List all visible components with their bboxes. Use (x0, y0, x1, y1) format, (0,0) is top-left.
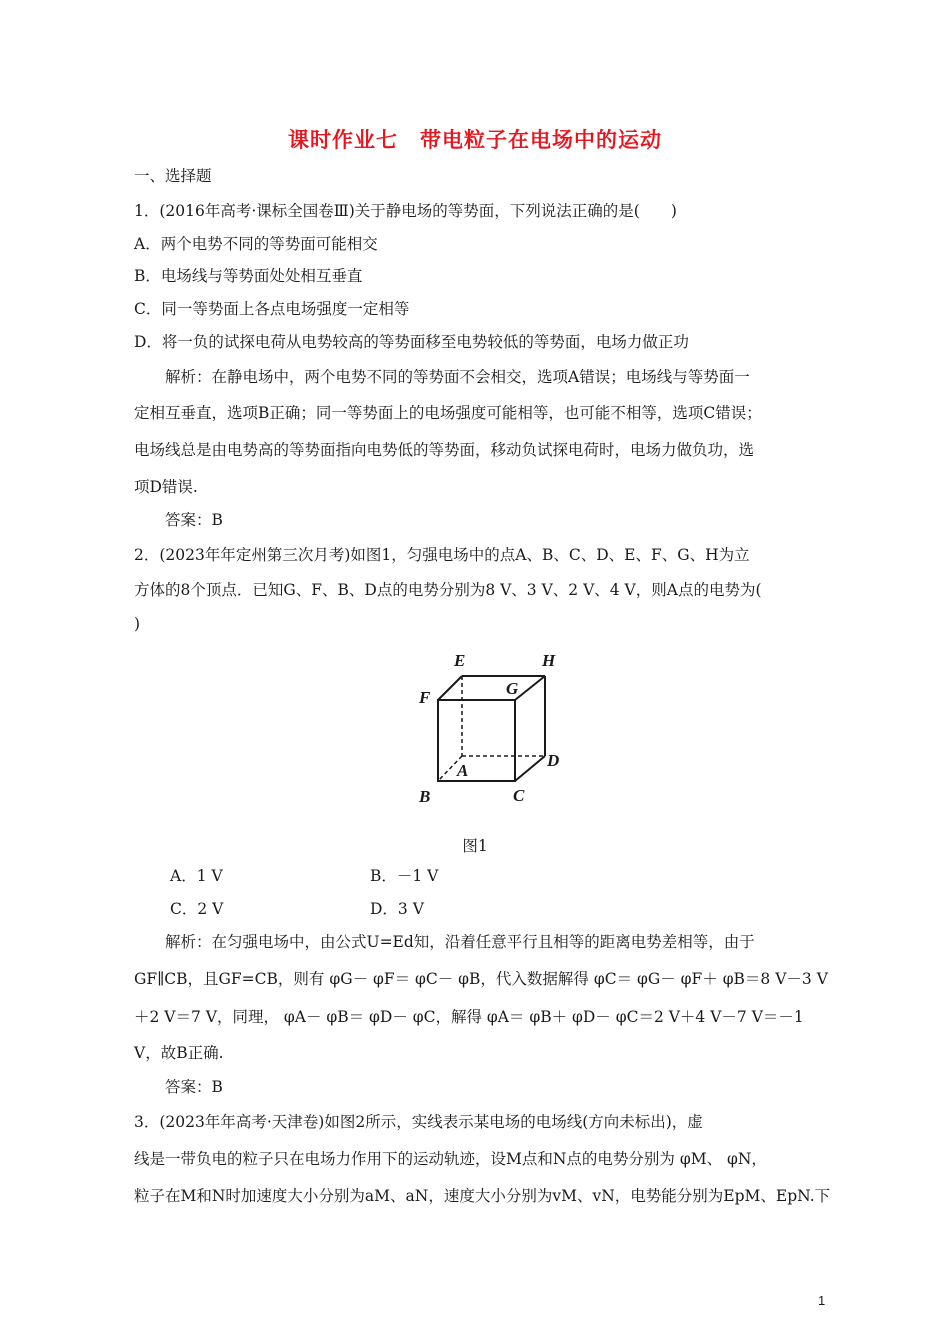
q2-option-a: A．1 V (170, 867, 223, 885)
q2-stem-line: 方体的8个顶点．已知G、F、B、D点的电势分别为8 V、3 V、2 V、4 V，则A点的电势为( (134, 581, 762, 599)
q2-analysis-line: V，故B正确. (134, 1044, 224, 1062)
cube-edge (515, 676, 545, 700)
q1-analysis-line: 电场线总是由电势高的等势面指向电势低的等势面，移动负试探电荷时，电场力做负功，选 (134, 441, 755, 459)
q1-option-d: D．将一负的试探电荷从电势较高的等势面移至电势较低的等势面，电场力做正功 (134, 333, 689, 351)
vertex-label-a: A (457, 761, 469, 780)
vertex-label-f: F (419, 688, 431, 707)
page-number: 1 (818, 1293, 826, 1308)
q2-stem-line: 2．(2023年年定州第三次月考)如图1，匀强电场中的点A、B、C、D、E、F、G、H为立 (134, 546, 750, 564)
section-heading: 一、选择题 (134, 167, 212, 185)
q1-option-c: C．同一等势面上各点电场强度一定相等 (134, 300, 410, 318)
vertex-label-d: D (547, 751, 560, 770)
vertex-label-g: G (506, 679, 519, 698)
q1-analysis-line: 项D错误. (134, 478, 198, 496)
q1-option-b: B．电场线与等势面处处相互垂直 (134, 267, 363, 285)
q2-option-c: C．2 V (170, 900, 224, 918)
q1-analysis-line: 定相互垂直，选项B正确；同一等势面上的电场强度可能相等，也可能不相等，选项C错误； (134, 404, 762, 422)
figure-caption: 图1 (462, 837, 488, 855)
q3-stem-line: 线是一带负电的粒子只在电场力作用下的运动轨迹，设M点和N点的电势分别为 φM、 φN， (134, 1150, 767, 1168)
q2-analysis-line: ＋2 V＝7 V，同理， φA－ φB＝ φD－ φC，解得 φA＝ φB＋ φD－ φC＝2 V＋4 V－7 V＝－1 (134, 1008, 804, 1026)
vertex-label-h: H (542, 651, 556, 670)
q2-stem-line: ) (134, 615, 141, 633)
q2-option-d: D．3 V (370, 900, 424, 918)
q3-stem-line: 粒子在M和N时加速度大小分别为aM、aN，速度大小分别为vM、vN，电势能分别为EpM、EpN.下 (134, 1187, 831, 1205)
q2-option-b: B．－1 V (370, 867, 439, 885)
cube-edge (438, 676, 462, 700)
vertex-label-c: C (513, 786, 525, 805)
q2-answer: 答案：B (165, 1078, 223, 1096)
page-title: 课时作业七 带电粒子在电场中的运动 (288, 127, 662, 152)
q1-stem: 1．(2016年高考·课标全国卷Ⅲ)关于静电场的等势面，下列说法正确的是( ) (134, 202, 677, 220)
q1-analysis-line: 解析：在静电场中，两个电势不同的等势面不会相交，选项A错误；电场线与等势面一 (165, 368, 750, 386)
q3-stem-line: 3．(2023年年高考·天津卷)如图2所示，实线表示某电场的电场线(方向未标出)，虚 (134, 1113, 703, 1131)
cube-figure (395, 645, 595, 815)
cube-edge (515, 756, 545, 781)
q2-analysis-line: 解析：在匀强电场中，由公式U=Ed知，沿着任意平行且相等的距离电势差相等，由于 (165, 933, 755, 951)
vertex-label-e: E (454, 651, 466, 670)
q1-option-a: A．两个电势不同的等势面可能相交 (134, 235, 378, 253)
vertex-label-b: B (419, 787, 431, 806)
q1-answer: 答案：B (165, 511, 223, 529)
q2-analysis-line: GF∥CB，且GF=CB，则有 φG－ φF＝ φC－ φB，代入数据解得 φC＝ φG－ φF＋ φB＝8 V－3 V (134, 970, 828, 988)
